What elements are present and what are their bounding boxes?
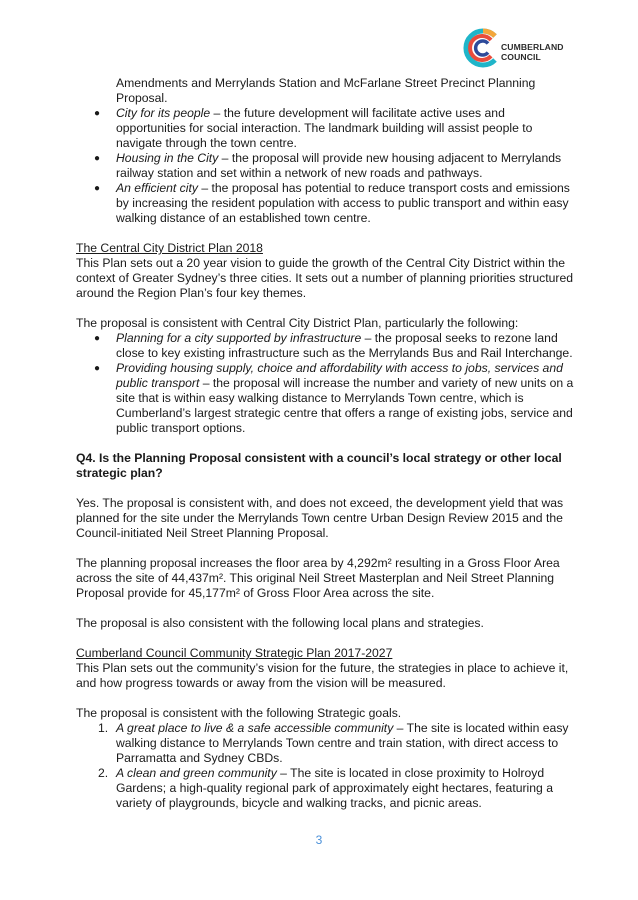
district-plan-para-2: The proposal is consistent with Central City District Plan, particularly the following:	[76, 316, 519, 330]
list-number: 1.	[98, 721, 109, 735]
logo-line-2: COUNCIL	[501, 52, 541, 62]
bullet-item	[76, 361, 576, 436]
bullet-text: – the proposal seeks to rezone land close to key existing infrastructure such as the Merrylands Bus and Rail Interchange.	[116, 331, 573, 360]
q4-para-3: The proposal is also consistent with the following local plans and strategies.	[76, 616, 484, 630]
page-number: 3	[315, 833, 323, 847]
bullet-item	[76, 106, 576, 151]
district-plan-bullets	[76, 331, 576, 436]
list-item	[76, 766, 576, 811]
bullet-title: Housing in the City	[116, 151, 219, 165]
bullet-title: Providing housing supply, choice and affordability with access to jobs, services and public transport	[116, 361, 563, 390]
list-item	[76, 721, 576, 766]
list-item-text: – The site is located in close proximity to Holroyd Gardens; a high-quality regional park of approximately eight hectares, featuring a variety of playgrounds, bicycle and walking tracks, and picnic areas.	[116, 766, 553, 810]
document-body	[76, 76, 576, 811]
bullet-item	[76, 181, 576, 226]
community-plan-para-2: The proposal is consistent with the following Strategic goals.	[76, 706, 402, 720]
list-number: 2.	[98, 766, 109, 780]
council-logo	[461, 28, 571, 74]
logo-line-1: CUMBERLAND	[501, 42, 564, 52]
bullet-title: An efficient city	[116, 181, 198, 195]
bullet-item	[76, 151, 576, 181]
logo-text	[501, 42, 564, 62]
district-plan-heading: The Central City District Plan 2018	[76, 241, 263, 255]
list-item-text: – The site is located within easy walking distance to Merrylands Town centre and train station, with direct access to Parramatta and Sydney CBDs.	[116, 721, 569, 765]
bullet-title: City for its people	[116, 106, 211, 120]
q4-para-2: The planning proposal increases the floor area by 4,292m² resulting in a Gross Floor Area across the site of 44,437m². This original Neil Street Masterplan and Neil Street Planning Proposal provide for 45,177m² of Gross Floor Area across the site.	[76, 556, 560, 600]
community-plan-heading: Cumberland Council Community Strategic Plan 2017-2027	[76, 646, 393, 660]
community-plan-para-1: This Plan sets out the community’s vision for the future, the strategies in place to achieve it, and how progress towards or away from the vision will be measured.	[76, 661, 569, 690]
bullet-icon: ●	[94, 183, 101, 194]
bullet-icon: ●	[94, 333, 101, 344]
continued-line-2: Proposal.	[116, 91, 168, 105]
bullet-text: – the proposal will increase the number and variety of new units on a site that is within easy walking distance to Merrylands Town centre, which is Cumberland’s largest strategic centre that offers a range of existing jobs, service and public transport options.	[116, 376, 574, 435]
bullet-icon: ●	[94, 363, 101, 374]
bullet-text: – the proposal will provide new housing adjacent to Merrylands railway station and set within a network of new roads and pathways.	[116, 151, 562, 180]
bullet-icon: ●	[94, 108, 101, 119]
strategic-goals-list	[76, 721, 576, 811]
bullet-item	[76, 331, 576, 361]
bullet-icon: ●	[94, 153, 101, 164]
list-item-title: A clean and green community	[116, 766, 277, 780]
region-plan-bullets	[76, 106, 576, 226]
council-logo-mark-icon	[461, 28, 501, 68]
bullet-title: Planning for a city supported by infrastructure	[116, 331, 362, 345]
district-plan-para-1: This Plan sets out a 20 year vision to guide the growth of the Central City District within the context of Greater Sydney’s three cities. It sets out a number of planning priorities structured around the Region Plan’s four key themes.	[76, 256, 574, 300]
bullet-text: – the proposal has potential to reduce transport costs and emissions by increasing the resident population with access to public transport and within easy walking distance of an established town centre.	[116, 181, 570, 225]
continued-text	[116, 76, 576, 106]
list-item-title: A great place to live & a safe accessible community	[116, 721, 394, 735]
q4-para-1: Yes. The proposal is consistent with, and does not exceed, the development yield that was planned for the site under the Merrylands Town centre Urban Design Review 2015 and the Council-initiated Neil Street Planning Proposal.	[76, 496, 564, 540]
bullet-text: – the future development will facilitate active uses and opportunities for social interaction. The landmark building will assist people to navigate through the town centre.	[116, 106, 533, 150]
continued-line-1: Amendments and Merrylands Station and McFarlane Street Precinct Planning	[116, 76, 536, 90]
q4-heading: Q4. Is the Planning Proposal consistent with a council’s local strategy or other local strategic plan?	[76, 451, 562, 480]
